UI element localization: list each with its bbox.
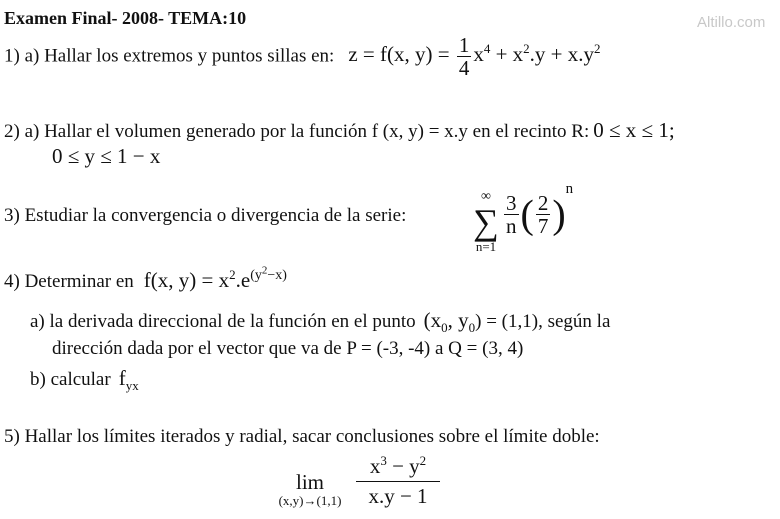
region-condition-x: 0 ≤ x ≤ 1;	[593, 118, 675, 142]
partial-derivative: $f_{yx}$	[118, 366, 139, 394]
fraction-numerator: 3	[506, 191, 517, 215]
limit-denominator: x.y − 1	[368, 484, 428, 508]
question-1-formula	[348, 33, 601, 81]
term-rest: .y + x.y	[529, 42, 595, 67]
exponent: 2	[594, 41, 601, 57]
formula-lhs: z = f(x, y) =	[348, 42, 450, 67]
limit-operator	[268, 470, 352, 509]
question-4a-label: a) la derivada direccional de la función en el punto	[30, 311, 416, 332]
term-x-squared: + x	[495, 42, 524, 67]
limit-numerator: $x^3 - y^2$	[356, 454, 440, 482]
question-2-line-2: 0 ≤ y ≤ 1 − x	[52, 144, 161, 168]
fraction-denominator: n	[506, 214, 517, 239]
question-1-label: 1) a) Hallar los extremos y puntos sillas en:	[4, 45, 335, 67]
question-4-label: 4) Determinar en	[4, 271, 134, 292]
left-paren: (	[520, 191, 534, 237]
question-2-line-1	[4, 118, 675, 143]
question-4	[4, 264, 287, 293]
fraction-numerator: 2	[537, 191, 549, 215]
fraction-one-quarter	[457, 34, 472, 79]
exam-title: Examen Final- 2008- TEMA:10	[4, 8, 247, 28]
series-sum	[470, 190, 502, 254]
question-4b	[30, 366, 139, 394]
right-paren: )	[552, 191, 566, 237]
sum-upper-limit: ∞	[481, 189, 491, 204]
question-5-label: 5) Hallar los límites iterados y radial, sacar conclusiones sobre el límite doble:	[4, 426, 600, 447]
question-4b-label: b) calcular	[30, 369, 111, 390]
lim-label: lim	[295, 470, 324, 494]
question-4-function	[143, 264, 287, 292]
lim-subscript: (x,y)→(1,1)	[278, 493, 342, 508]
exponent: 2	[229, 267, 236, 282]
limit-expression	[268, 452, 458, 516]
watermark: Altillo.com	[697, 14, 766, 31]
term-x: x	[473, 42, 484, 67]
series-term	[502, 181, 574, 239]
question-4a-line-2: dirección dada por el vector que va de P = (-3, -4) a Q = (3, 4)	[52, 338, 524, 359]
question-3-label: 3) Estudiar la convergencia o divergencia de la serie:	[4, 205, 407, 226]
exponent: 4	[483, 41, 491, 57]
sigma-symbol: ∑	[473, 202, 499, 242]
fraction-numerator: 1	[458, 33, 470, 57]
fraction-2-over-7	[536, 192, 551, 237]
function-exponent: (y2−x)	[250, 264, 287, 283]
point-notation: ($x_0$, $y_0$	[423, 308, 476, 336]
question-2-label: 2) a) Hallar el volumen generado por la función f (x, y) = x.y en el recinto R:	[4, 121, 590, 142]
function-base: f(x, y) = x	[143, 268, 230, 292]
function-exp-base: .e	[235, 268, 251, 292]
question-1	[4, 34, 601, 79]
fraction-denominator: 4	[458, 56, 470, 81]
limit-fraction	[356, 454, 440, 509]
question-4a-line-1	[30, 308, 611, 336]
series-exponent: n	[565, 181, 574, 198]
fraction-denominator: 7	[537, 214, 549, 239]
sum-lower-limit: n=1	[475, 239, 497, 254]
fraction-3-over-n	[504, 192, 519, 237]
exponent: 2	[523, 41, 530, 57]
point-value: ) = (1,1), según la	[475, 311, 611, 332]
